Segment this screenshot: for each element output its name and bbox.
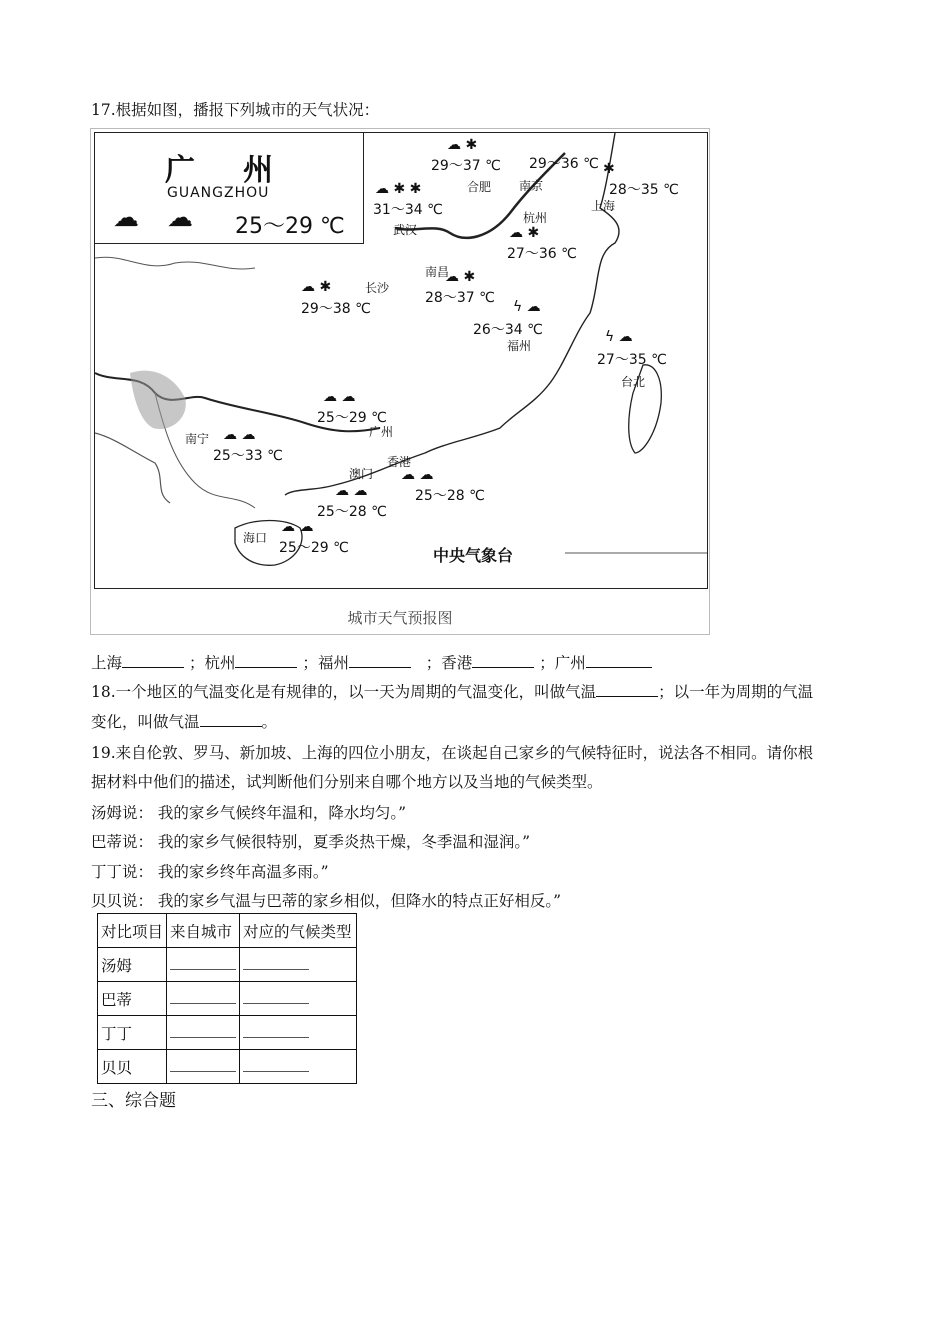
q19-quote-badi: 巴蒂说： 我的家乡气候很特别，夏季炎热干燥，冬季温和湿润。”	[91, 833, 531, 851]
table-header-row	[98, 914, 357, 948]
map-city: 广州	[369, 425, 394, 439]
weather-map	[94, 132, 708, 589]
table-header: 来自城市	[167, 914, 240, 948]
inset-city-en: GUANGZHOU	[167, 185, 270, 201]
q18-blank-annual[interactable]	[200, 712, 262, 727]
map-temp: 28～35 ℃	[609, 182, 679, 198]
map-temp: 29～38 ℃	[301, 301, 371, 317]
map-city: 台北	[621, 375, 646, 389]
q18-line1	[91, 680, 813, 702]
map-city: 上海	[591, 199, 616, 213]
map-temp: 31～34 ℃	[373, 202, 443, 218]
map-city: 香港	[387, 455, 412, 469]
cloudy-sunny-icon: ☁ ✱ ✱	[375, 181, 422, 197]
row-name: 巴蒂	[98, 982, 167, 1016]
map-city: 武汉	[393, 223, 418, 237]
row-name: 丁丁	[98, 1016, 167, 1050]
answer-sep: ；	[425, 654, 442, 672]
answer-label: 广州	[554, 654, 586, 672]
table-row	[98, 982, 357, 1016]
guangzhou-inset	[95, 133, 364, 244]
climate-cell[interactable]	[240, 982, 357, 1016]
map-temp: 27～36 ℃	[507, 246, 577, 262]
map-temp: 25～28 ℃	[317, 504, 387, 520]
row-name: 汤姆	[98, 948, 167, 982]
map-temp: 28～37 ℃	[425, 290, 495, 306]
answer-sep: ；	[539, 654, 555, 672]
row-name: 贝贝	[98, 1050, 167, 1084]
climate-cell[interactable]	[240, 1050, 357, 1084]
map-temp: 29～37 ℃	[431, 158, 501, 174]
inset-city-cn: 广州	[165, 153, 321, 188]
answer-label: 杭州	[204, 654, 236, 672]
inset-temp: 25～29 ℃	[235, 214, 345, 239]
answer-blank[interactable]	[586, 653, 652, 668]
rain-icon: ☁ ☁	[281, 519, 314, 535]
map-city: 南京	[519, 179, 544, 193]
answer-label: 香港	[441, 654, 473, 672]
city-cell[interactable]	[167, 1016, 240, 1050]
q18-blank-daily[interactable]	[596, 682, 658, 697]
cloudy-icon: ☁ ✱	[509, 225, 540, 241]
rain-icon: ☁ ☁	[401, 467, 434, 483]
table-header: 对比项目	[98, 914, 167, 948]
answer-blank[interactable]	[349, 653, 411, 668]
cloudy-sunny-icon: ☁ ✱	[301, 279, 332, 295]
q19-line2: 据材料中他们的描述，试判断他们分别来自哪个地方以及当地的气候类型。	[91, 773, 603, 791]
rain-icon: ☁ ☁	[323, 389, 356, 405]
map-city: 海口	[243, 531, 268, 545]
answer-sep: ；	[302, 654, 318, 672]
map-temp: 26～34 ℃	[473, 322, 543, 338]
table-header: 对应的气候类型	[240, 914, 357, 948]
answer-blank[interactable]	[235, 653, 297, 668]
city-cell[interactable]	[167, 1050, 240, 1084]
map-city: 长沙	[365, 281, 390, 295]
thunder-icon: ϟ ☁	[605, 329, 633, 345]
sunny-icon: ☁ ✱	[447, 137, 478, 153]
map-city: 杭州	[523, 211, 548, 225]
city-cell[interactable]	[167, 982, 240, 1016]
map-temp: 25～29 ℃	[317, 410, 387, 426]
table-row	[98, 948, 357, 982]
climate-cell[interactable]	[240, 1016, 357, 1050]
weather-map-figure	[90, 128, 710, 635]
map-temp: 25～28 ℃	[415, 488, 485, 504]
map-city: 合肥	[467, 180, 492, 194]
q18-line2	[91, 710, 277, 732]
q18-text: 18.一个地区的气温变化是有规律的，以一天为周期的气温变化，叫做气温	[91, 683, 597, 701]
map-agency: 中央气象台	[433, 546, 514, 565]
answer-blank[interactable]	[472, 653, 534, 668]
answer-label: 福州	[317, 654, 349, 672]
table-row	[98, 1016, 357, 1050]
table-row	[98, 1050, 357, 1084]
q19-line1: 19.来自伦敦、罗马、新加坡、上海的四位小朋友，在谈起自己家乡的气候特征时，说法各不相同。请你根	[91, 744, 814, 762]
map-temp: 25～33 ℃	[213, 448, 283, 464]
climate-cell[interactable]	[240, 948, 357, 982]
q19-quote-tom: 汤姆说： 我的家乡气候终年温和，降水均匀。”	[91, 804, 407, 822]
map-temp: 25～29 ℃	[279, 540, 349, 556]
map-temp: 29～36 ℃	[529, 156, 599, 172]
q17-answer-line	[91, 651, 652, 673]
comparison-table	[97, 913, 357, 1084]
sunny-icon: ✱	[603, 161, 615, 177]
rain-cloud-icon: ☁	[113, 203, 139, 233]
q18-text: ；以一年为周期的气温	[658, 683, 814, 701]
answer-label: 上海	[91, 654, 123, 672]
map-city: 南昌	[425, 265, 450, 279]
map-temp: 27～35 ℃	[597, 352, 667, 368]
map-city: 福州	[507, 339, 532, 353]
thunder-cloud-icon: ☁	[167, 203, 193, 233]
q19-quote-dingding: 丁丁说： 我的家乡终年高温多雨。”	[91, 863, 329, 881]
q17-stem: 17.根据如图，播报下列城市的天气状况：	[91, 101, 380, 119]
map-city: 澳门	[349, 467, 374, 481]
thunder-icon: ϟ ☁	[513, 299, 541, 315]
map-city: 南宁	[185, 432, 210, 446]
q18-text: 。	[261, 713, 278, 731]
city-cell[interactable]	[167, 948, 240, 982]
map-caption: 城市天气预报图	[347, 609, 453, 627]
q19-quote-beibei: 贝贝说： 我的家乡气温与巴蒂的家乡相似，但降水的特点正好相反。”	[91, 892, 562, 910]
answer-blank[interactable]	[122, 653, 184, 668]
cloudy-sunny-icon: ☁ ✱	[445, 269, 476, 285]
q18-text: 变化，叫做气温	[91, 713, 200, 731]
rain-icon: ☁ ☁	[223, 427, 256, 443]
section-heading: 三、综合题	[91, 1091, 176, 1111]
rain-icon: ☁ ☁	[335, 483, 368, 499]
answer-sep: ；	[188, 654, 205, 672]
